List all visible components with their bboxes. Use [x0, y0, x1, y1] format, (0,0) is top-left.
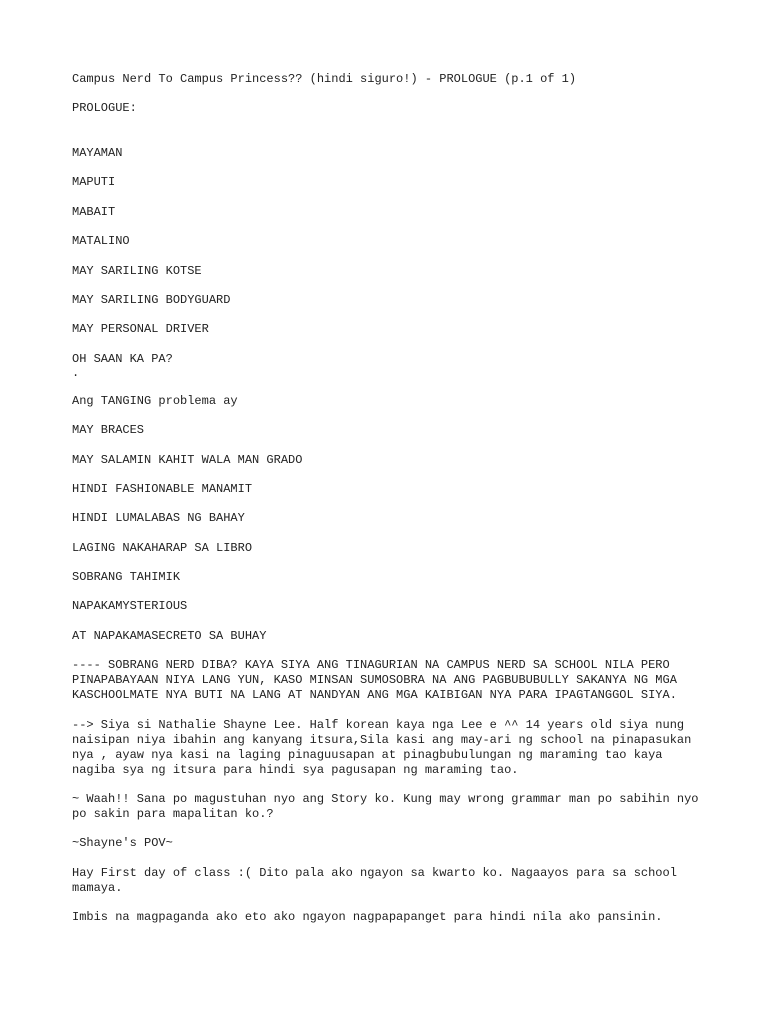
paragraph-nerd: ---- SOBRANG NERD DIBA? KAYA SIYA ANG TINAGURIAN NA CAMPUS NERD SA SCHOOL NILA PERO PINAPABAYAAN NIYA LANG YUN, KASO MINSAN SUMOSOBRA NA ANG PAGBUBUBULLY SAKANYA NG MGA KASCHOOLMATE NYA BUTI NA LANG AT NANDYAN ANG MGA KAIBIGAN NYA PARA IPAGTANGGOL SIYA.	[72, 658, 685, 703]
paragraph-waah: ~ Waah!! Sana po magustuhan nyo ang Story ko. Kung may wrong grammar man po sabihin nyo po sakin para mapalitan ko.?	[72, 792, 706, 822]
document-page	[72, 72, 712, 940]
prologue-heading: PROLOGUE:	[72, 101, 137, 115]
list-item: NAPAKAMYSTERIOUS	[72, 599, 188, 614]
list-item: MAY SALAMIN KAHIT WALA MAN GRADO	[72, 452, 303, 467]
list-item: MAY BRACES	[72, 423, 145, 438]
paragraph-hay: Hay First day of class :( Dito pala ako ngayon sa kwarto ko. Nagaayos para sa school mamaya.	[72, 865, 685, 895]
dot-line: .	[72, 365, 80, 380]
question-line: OH SAAN KA PA?	[72, 351, 173, 366]
list-item: MAPUTI	[72, 175, 116, 190]
list-item: MAYAMAN	[72, 146, 123, 160]
list-item: HINDI FASHIONABLE MANAMIT	[72, 481, 253, 496]
list-item: MAY SARILING BODYGUARD	[72, 292, 231, 307]
list-item: MATALINO	[72, 234, 130, 249]
list-item: MAY PERSONAL DRIVER	[72, 322, 209, 337]
pov-label: ~Shayne's POV~	[72, 836, 173, 851]
problem-intro: Ang TANGING problema ay	[72, 393, 238, 408]
list-item: SOBRANG TAHIMIK	[72, 570, 181, 585]
list-item: MABAIT	[72, 204, 116, 219]
list-item: LAGING NAKAHARAP SA LIBRO	[72, 540, 253, 555]
list-item: HINDI LUMALABAS NG BAHAY	[72, 511, 245, 526]
document-title: Campus Nerd To Campus Princess?? (hindi siguro!) - PROLOGUE (p.1 of 1)	[72, 72, 577, 86]
paragraph-imbis: Imbis na magpaganda ako eto ako ngayon nagpapapanget para hindi nila ako pansinin.	[72, 910, 663, 925]
list-item: MAY SARILING KOTSE	[72, 263, 202, 278]
list-item: AT NAPAKAMASECRETO SA BUHAY	[72, 628, 267, 643]
paragraph-siya: --> Siya si Nathalie Shayne Lee. Half korean kaya nga Lee e ^^ 14 years old siya nung naisipan niya ibahin ang kanyang itsura,Sila kasi ang may-ari ng school na pinapasukan nya , ayaw nya kasi na laging pinaguusapan at pinagbubulungan ng maraming tao kaya nagiba sya ng itsura para hindi sya pagusapan ng maraming tao.	[72, 717, 699, 777]
